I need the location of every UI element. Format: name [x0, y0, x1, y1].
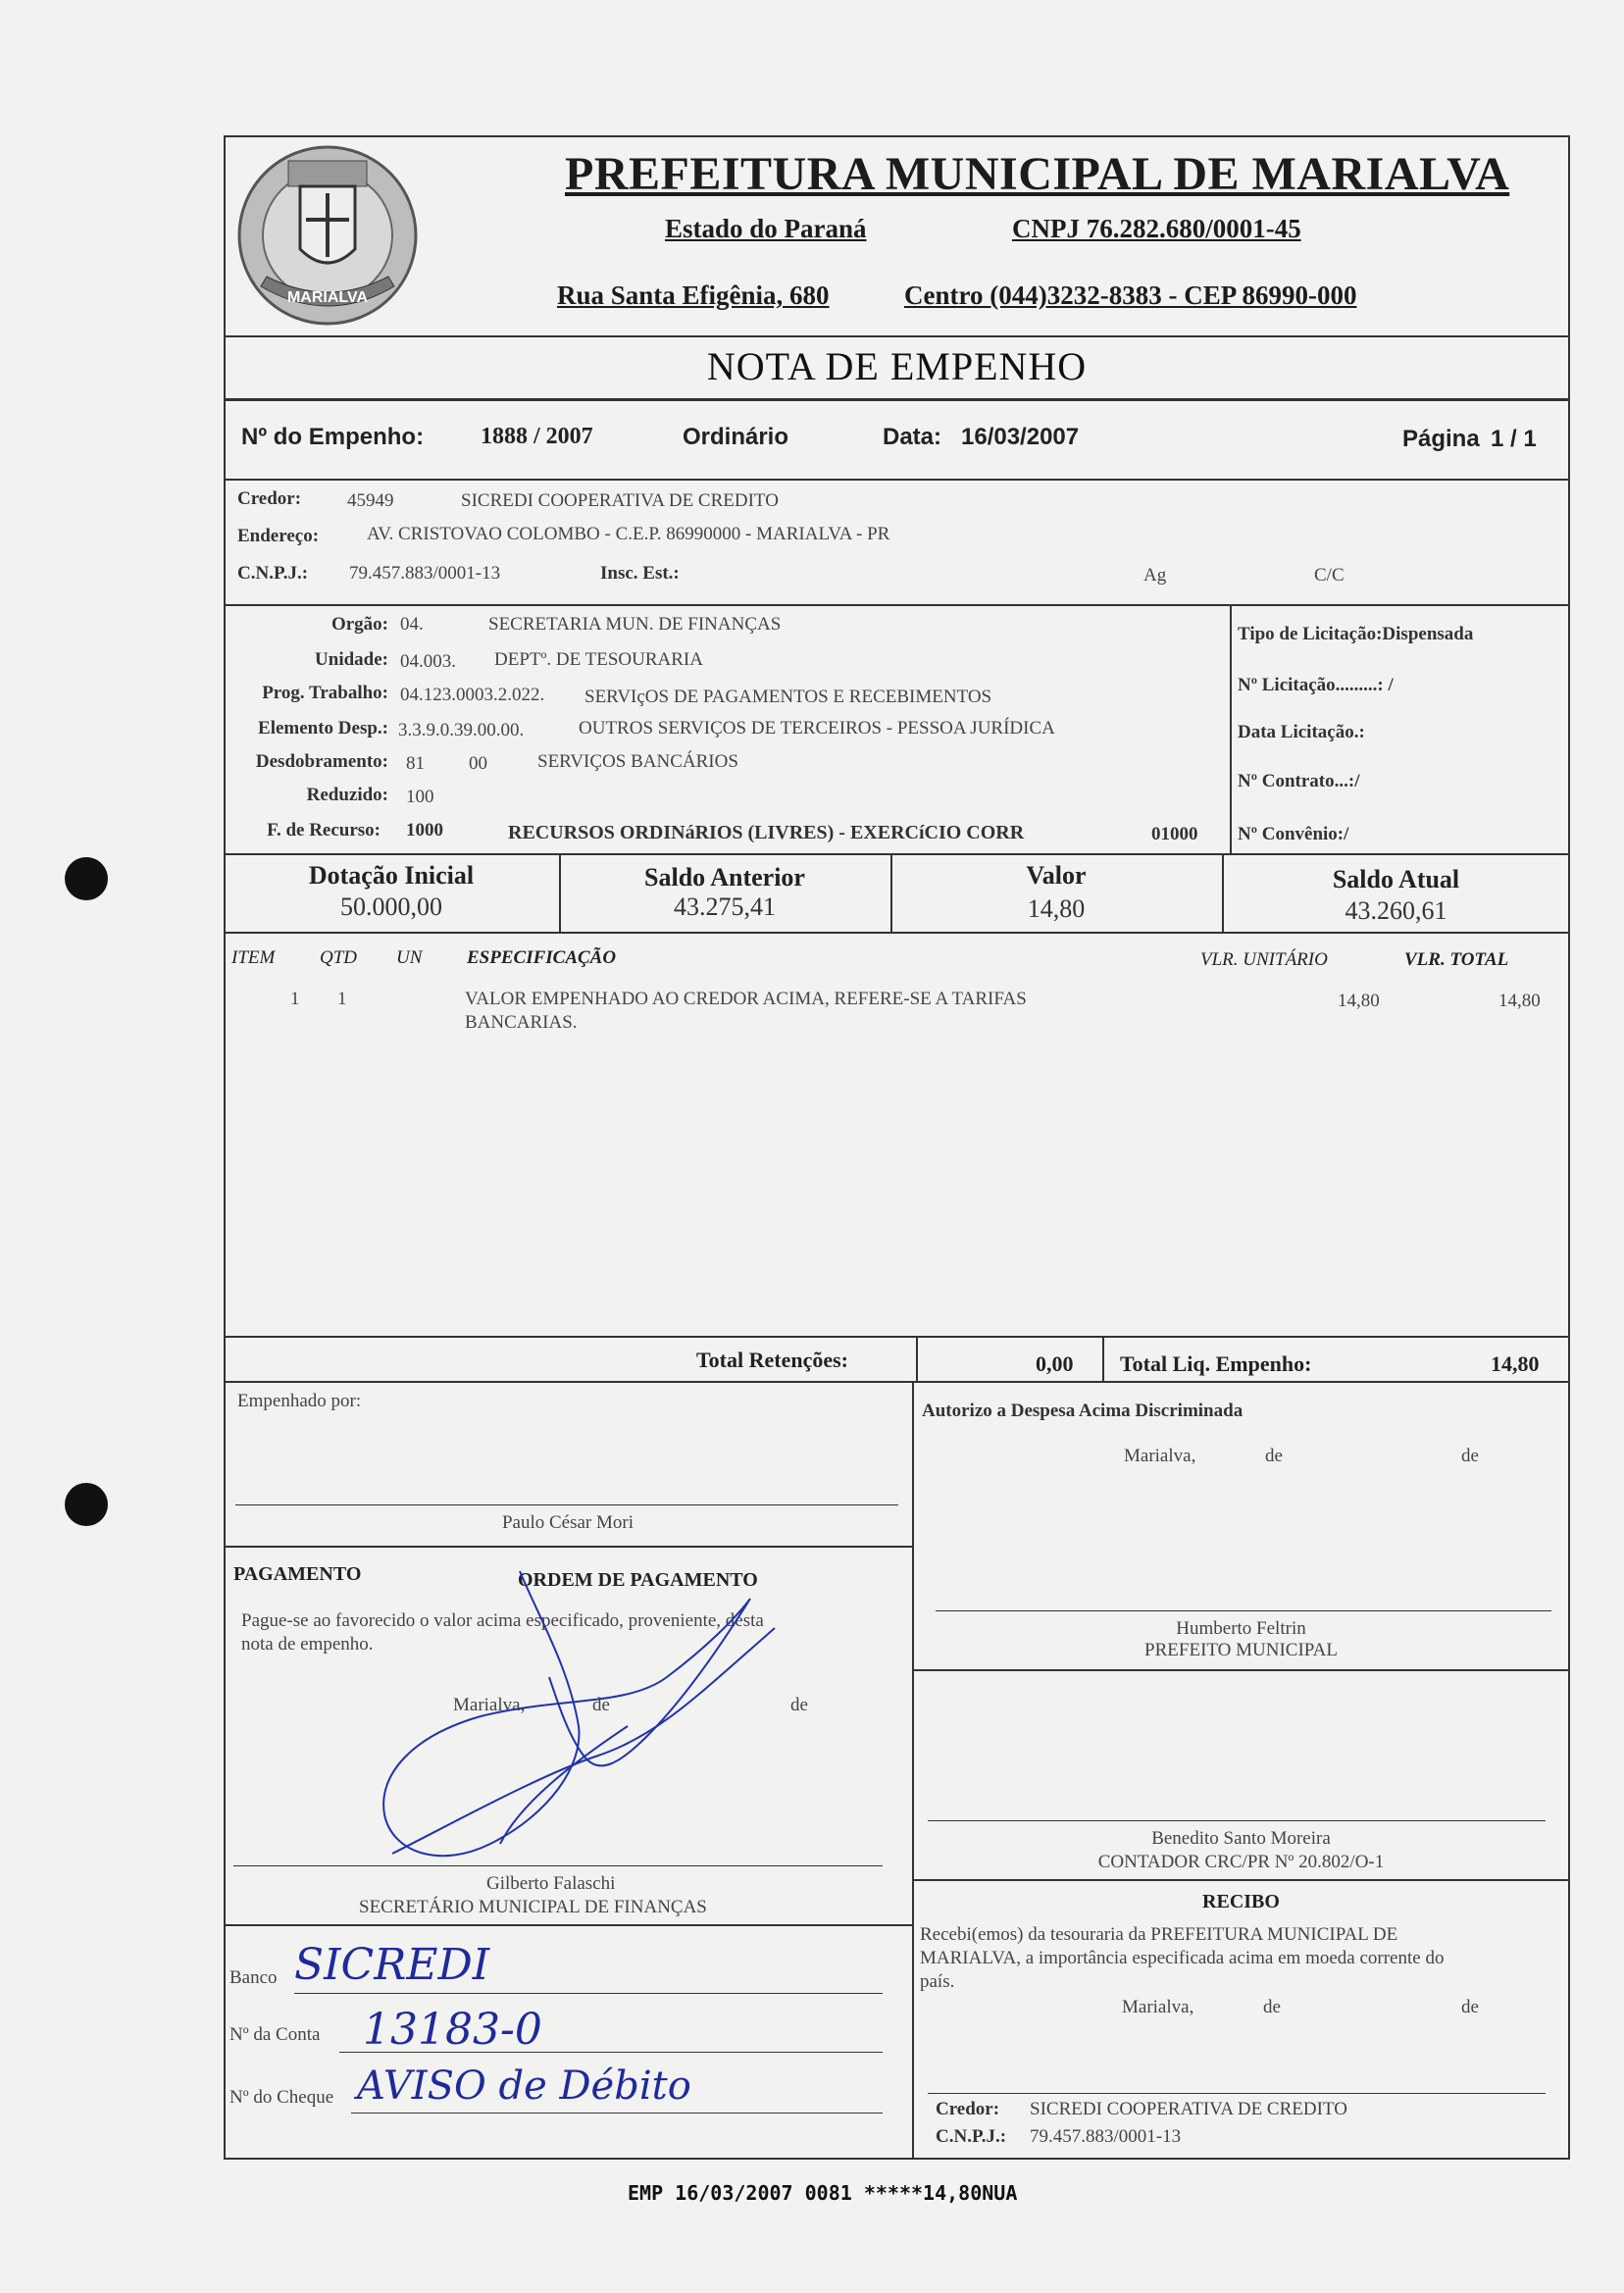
empenho-type: Ordinário [683, 424, 789, 450]
secretario-title: SECRETÁRIO MUNICIPAL DE FINANÇAS [359, 1897, 707, 1917]
dotacao-label: Dotação Inicial [308, 861, 475, 890]
receipt-credor-label: Credor: [936, 2099, 1000, 2119]
endereco-value: AV. CRISTOVAO COLOMBO - C.E.P. 86990000 - MARIALVA - PR [367, 524, 890, 544]
banco-label: Banco [229, 1967, 278, 1988]
contrato-numero: Nº Contrato...:/ [1238, 771, 1360, 791]
recurso-code: 1000 [406, 820, 443, 841]
reduzido-label: Reduzido: [306, 785, 388, 805]
item-vlr-total: 14,80 [1498, 991, 1541, 1011]
signature-line [928, 1820, 1546, 1821]
divider [224, 479, 1570, 481]
elemento-name: OUTROS SERVIÇOS DE TERCEIROS - PESSOA JURÍDICA [579, 718, 1055, 739]
insc-est-label: Insc. Est.: [600, 563, 680, 584]
page-title: PREFEITURA MUNICIPAL DE MARIALVA [565, 148, 1510, 200]
receipt-cnpj-label: C.N.P.J.: [936, 2126, 1007, 2147]
credor-code: 45949 [347, 490, 394, 511]
divider [224, 604, 1570, 606]
autorizo-de-2: de [1461, 1446, 1479, 1466]
handwritten-signature [373, 1559, 843, 1912]
prefeito-name: Humberto Feltrin [1176, 1618, 1306, 1639]
receipt-credor-value: SICREDI COOPERATIVA DE CREDITO [1030, 2099, 1347, 2119]
contador-name: Benedito Santo Moreira [1151, 1828, 1331, 1849]
cnpj-label: C.N.P.J.: [237, 563, 309, 584]
divider [224, 398, 1570, 401]
field-line [351, 2113, 883, 2114]
total-retencoes-value: 0,00 [1036, 1351, 1074, 1376]
state-name: Estado do Paraná [665, 214, 867, 243]
column-header-qtd: QTD [320, 947, 358, 968]
recibo-line2: MARIALVA, a importância especificada acima em moeda corrente do [920, 1948, 1445, 1968]
empenhado-por-label: Empenhado por: [237, 1391, 362, 1411]
pagamento-de-2: de [790, 1695, 808, 1715]
divider [912, 1879, 1570, 1881]
elemento-code: 3.3.9.0.39.00.00. [398, 720, 525, 740]
empenhado-name: Paulo César Mori [501, 1512, 634, 1533]
prog-name: SERVIçOS DE PAGAMENTOS E RECEBIMENTOS [584, 687, 992, 707]
saldo-anterior-value: 43.275,41 [674, 892, 776, 921]
address-rest: Centro (044)3232-8383 - CEP 86990-000 [904, 280, 1357, 310]
convenio-numero: Nº Convênio:/ [1238, 824, 1349, 844]
total-retencoes-label: Total Retenções: [696, 1348, 848, 1372]
prefeito-title: PREFEITO MUNICIPAL [1144, 1640, 1338, 1660]
unidade-name: DEPTº. DE TESOURARIA [494, 649, 703, 670]
conta-label: Nº da Conta [229, 2024, 321, 2045]
divider-vertical [1230, 604, 1232, 853]
empenho-date-label: Data: [883, 424, 942, 450]
saldo-atual-label: Saldo Atual [1332, 865, 1460, 893]
recibo-de-1: de [1263, 1997, 1281, 2017]
item-number: 1 [290, 989, 300, 1009]
divider-vertical [912, 1381, 914, 2160]
signature-line [936, 1610, 1551, 1611]
empenho-number: 1888 / 2007 [481, 424, 593, 449]
divider [224, 1336, 1570, 1338]
header-cnpj: CNPJ 76.282.680/0001-45 [1012, 214, 1301, 243]
column-header-vlr-total: VLR. TOTAL [1404, 949, 1509, 970]
empenho-number-label: Nº do Empenho: [241, 424, 425, 450]
orgao-label: Orgão: [330, 614, 388, 635]
autorizo-label: Autorizo a Despesa Acima Discriminada [922, 1401, 1243, 1421]
ag-label: Ag [1143, 565, 1167, 586]
elemento-label: Elemento Desp.: [258, 718, 388, 739]
autorizo-city: Marialva, [1124, 1446, 1196, 1466]
desdobramento-code2: 00 [469, 753, 487, 774]
column-header-vlr-unitario: VLR. UNITÁRIO [1200, 949, 1328, 970]
recurso-label: F. de Recurso: [267, 820, 381, 841]
autorizo-de-1: de [1265, 1446, 1283, 1466]
licitacao-tipo: Tipo de Licitação:Dispensada [1238, 624, 1474, 644]
divider-vertical [916, 1336, 918, 1383]
document-title: NOTA DE EMPENHO [706, 344, 1088, 388]
recibo-line3: país. [920, 1971, 955, 1992]
endereco-label: Endereço: [237, 526, 320, 546]
item-qtd: 1 [337, 989, 347, 1009]
licitacao-data: Data Licitação.: [1238, 722, 1365, 742]
valor-label: Valor [1026, 861, 1087, 890]
desdobramento-label: Desdobramento: [255, 751, 388, 772]
field-line [294, 1993, 883, 1994]
prog-code: 04.123.0003.2.022. [400, 685, 545, 705]
licitacao-numero: Nº Licitação.........: / [1238, 675, 1394, 695]
pagamento-label: PAGAMENTO [233, 1563, 362, 1585]
saldo-anterior-label: Saldo Anterior [644, 863, 805, 892]
item-espec-line2: BANCARIAS. [465, 1012, 578, 1033]
item-vlr-unitario: 14,80 [1338, 991, 1380, 1011]
field-line [339, 2052, 883, 2053]
recibo-label: RECIBO [1202, 1891, 1280, 1912]
signature-line [928, 2093, 1546, 2094]
printed-stamp: EMP 16/03/2007 0081 *****14,80NUA [628, 2181, 1018, 2205]
pagamento-city: Marialva, [453, 1695, 526, 1715]
punch-hole-bottom [65, 1483, 108, 1526]
item-espec-line1: VALOR EMPENHADO AO CREDOR ACIMA, REFERE-SE A TARIFAS [465, 989, 1027, 1009]
column-header-especificacao: ESPECIFICAÇÃO [467, 947, 617, 968]
credor-name: SICREDI COOPERATIVA DE CREDITO [461, 490, 779, 511]
credor-label: Credor: [237, 488, 302, 509]
cnpj-value: 79.457.883/0001-13 [349, 563, 501, 584]
empenho-date: 16/03/2007 [961, 424, 1080, 450]
divider [224, 932, 1570, 934]
dotacao-value: 50.000,00 [340, 892, 442, 921]
punch-hole-top [65, 857, 108, 900]
receipt-cnpj-value: 79.457.883/0001-13 [1030, 2126, 1182, 2147]
page-label: Página [1402, 426, 1480, 452]
prog-label: Prog. Trabalho: [262, 683, 388, 703]
total-liq-label: Total Liq. Empenho: [1120, 1351, 1312, 1376]
recurso-code2: 01000 [1151, 824, 1198, 844]
signature-line [235, 1504, 898, 1505]
unidade-label: Unidade: [315, 649, 388, 670]
divider [224, 335, 1570, 337]
divider [224, 853, 1570, 855]
recurso-name: RECURSOS ORDINáRIOS (LIVRES) - EXERCíCIO CORR [508, 822, 1025, 843]
valor-value: 14,80 [1027, 894, 1086, 923]
unidade-code: 04.003. [400, 651, 456, 672]
total-liq-value: 14,80 [1491, 1351, 1540, 1376]
orgao-name: SECRETARIA MUN. DE FINANÇAS [488, 614, 782, 635]
pague-se-line2: nota de empenho. [241, 1634, 374, 1655]
crest-text: MARIALVA [286, 289, 369, 306]
divider [912, 1669, 1570, 1671]
pague-se-line1: Pague-se ao favorecido o valor acima especificado, proveniente, desta [241, 1610, 764, 1631]
banco-handwritten: SICREDI [294, 1940, 490, 1990]
recibo-city: Marialva, [1122, 1997, 1194, 2017]
divider [224, 1546, 912, 1548]
page-number: 1 / 1 [1491, 426, 1537, 452]
desdobramento-code1: 81 [406, 753, 425, 774]
saldo-atual-value: 43.260,61 [1345, 896, 1447, 925]
recibo-line1: Recebi(emos) da tesouraria da PREFEITURA MUNICIPAL DE [920, 1924, 1398, 1945]
recibo-de-2: de [1461, 1997, 1479, 2017]
contador-title: CONTADOR CRC/PR Nº 20.802/O-1 [1097, 1852, 1385, 1872]
secretario-name: Gilberto Falaschi [486, 1873, 616, 1894]
conta-handwritten: 13183-0 [363, 2005, 542, 2055]
orgao-code: 04. [400, 614, 424, 635]
column-header-un: UN [396, 947, 423, 968]
address-street: Rua Santa Efigênia, 680 [557, 280, 830, 310]
divider [224, 1381, 1570, 1383]
column-header-item: ITEM [231, 947, 276, 968]
desdobramento-name: SERVIÇOS BANCÁRIOS [537, 751, 738, 772]
divider-vertical [1102, 1336, 1104, 1383]
ordem-pagamento-label: ORDEM DE PAGAMENTO [518, 1569, 758, 1591]
cc-label: C/C [1314, 565, 1345, 586]
cheque-label: Nº do Cheque [229, 2087, 334, 2108]
municipal-crest [231, 139, 424, 331]
divider [224, 1924, 912, 1926]
pagamento-de-1: de [592, 1695, 610, 1715]
cheque-handwritten: AVISO de Débito [357, 2064, 691, 2109]
reduzido-value: 100 [406, 787, 434, 807]
